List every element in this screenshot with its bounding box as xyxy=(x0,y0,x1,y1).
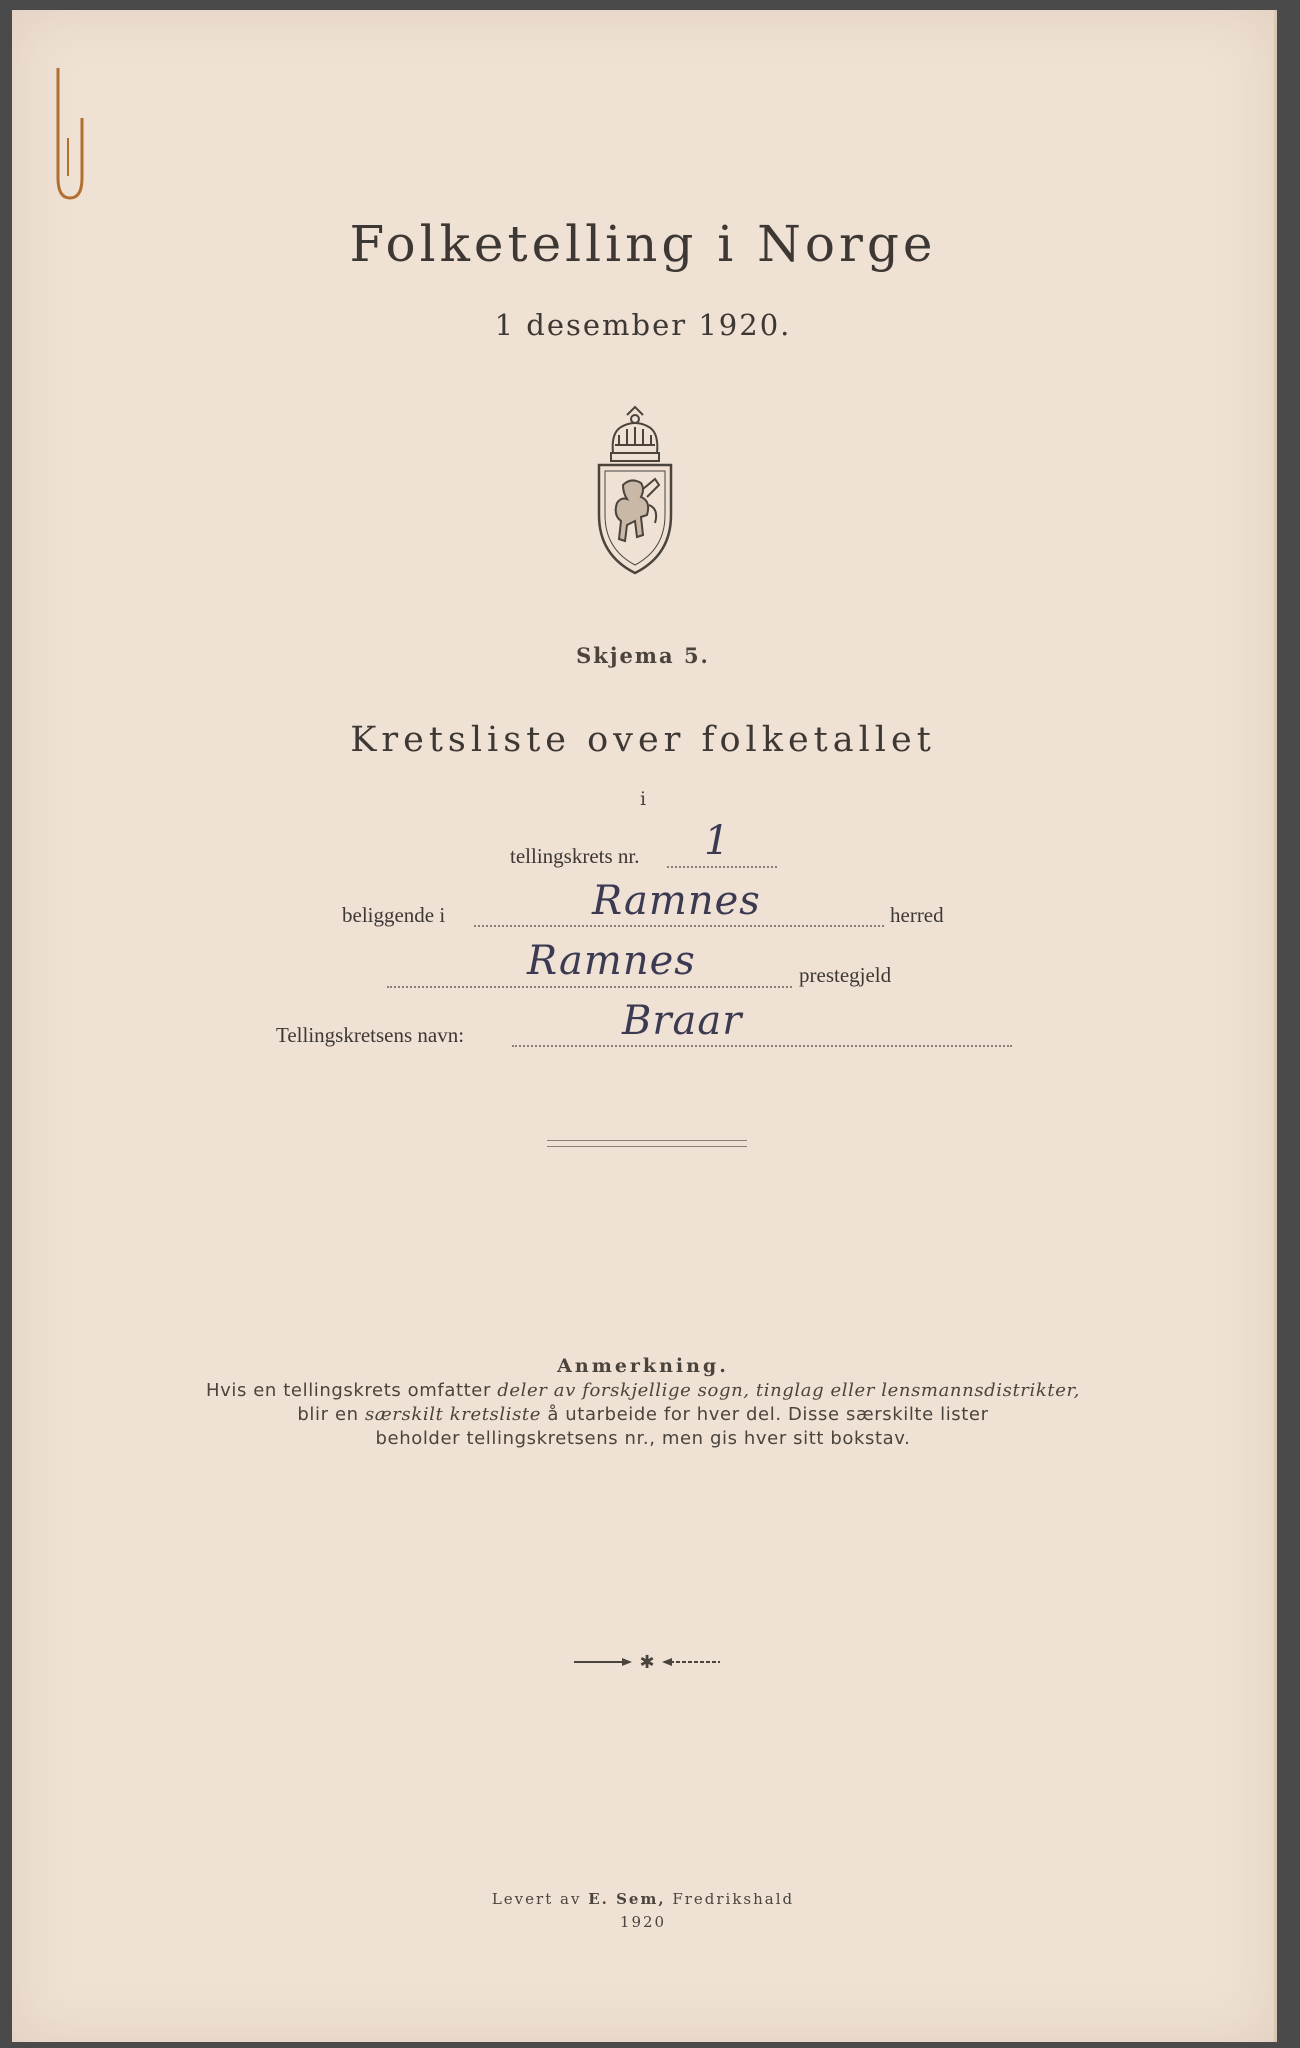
printer-credit xyxy=(12,1890,1274,1908)
district-number-value[interactable]: 1 xyxy=(704,818,731,864)
printer-place: Fredrikshald xyxy=(665,1890,795,1908)
parish-line xyxy=(387,986,792,988)
printer-name: E. Sem, xyxy=(588,1890,666,1908)
district-name-line xyxy=(512,1045,1012,1047)
preposition-i: i xyxy=(639,788,647,810)
note-line-1-italic: deler av forskjellige sogn, tinglag eller lensmannsdistrikter, xyxy=(497,1380,1081,1401)
document-title: Folketelling i Norge xyxy=(349,215,937,273)
ornament-divider-icon xyxy=(572,1650,722,1674)
census-date: 1 desember 1920. xyxy=(494,308,792,342)
note-line-3: beholder tellingskretsens nr., men gis hver sitt bokstav. xyxy=(375,1428,911,1449)
paperclip-icon xyxy=(38,58,84,218)
note-line-2-text-c: å utarbeide for hver del. Disse særskilte lister xyxy=(541,1404,989,1425)
district-name-label: Tellingskretsens navn: xyxy=(276,1023,465,1047)
located-in-label: beliggende i xyxy=(342,903,446,927)
svg-text:✱: ✱ xyxy=(639,1652,655,1673)
schema-number: Skjema 5. xyxy=(576,643,710,668)
census-form-page xyxy=(12,10,1277,2042)
herred-label: herred xyxy=(890,903,944,927)
parish-label: prestegjeld xyxy=(799,963,892,987)
located-in-line xyxy=(474,925,884,927)
note-heading: Anmerkning. xyxy=(557,1355,729,1377)
note-line-1-text: Hvis en tellingskrets omfatter xyxy=(205,1380,498,1401)
printer-year: 1920 xyxy=(619,1913,667,1931)
district-number-line xyxy=(667,866,777,868)
note-line-1 xyxy=(12,1380,1274,1401)
district-number-label: tellingskrets nr. xyxy=(510,844,640,868)
note-line-2 xyxy=(12,1404,1274,1425)
norwegian-coat-of-arms-icon xyxy=(585,405,685,575)
list-title: Kretsliste over folketallet xyxy=(350,720,936,760)
printer-prefix: Levert av xyxy=(491,1890,589,1908)
double-rule-divider xyxy=(547,1140,747,1147)
parish-value[interactable]: Ramnes xyxy=(527,938,696,984)
note-line-2-text-a: blir en xyxy=(297,1404,365,1425)
located-in-value[interactable]: Ramnes xyxy=(592,878,761,924)
note-line-2-italic: særskilt kretsliste xyxy=(364,1404,541,1425)
district-name-value[interactable]: Braar xyxy=(622,998,743,1044)
